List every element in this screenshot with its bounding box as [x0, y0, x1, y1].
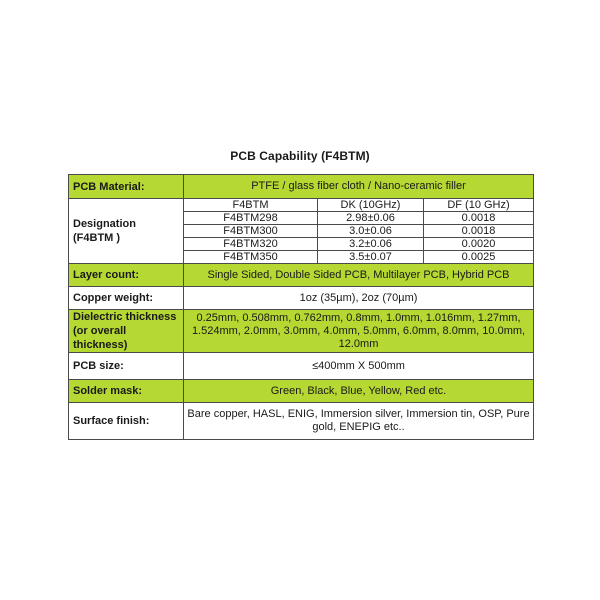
- row-label-pcb-size: PCB size:: [69, 353, 184, 380]
- row-label-layer-count: Layer count:: [69, 264, 184, 287]
- row-label-designation: [69, 199, 184, 264]
- table-row: [69, 353, 534, 380]
- row-value-copper-weight: 1oz (35µm), 2oz (70µm): [184, 287, 534, 310]
- table-row: [69, 199, 534, 212]
- row-value-pcb-material: PTFE / glass fiber cloth / Nano-ceramic filler: [184, 175, 534, 199]
- row-label-solder-mask: Solder mask:: [69, 380, 184, 403]
- row-value-solder-mask: Green, Black, Blue, Yellow, Red etc.: [184, 380, 534, 403]
- dielectric-label-line2: (or overall thickness): [73, 325, 128, 351]
- row-label-pcb-material: PCB Material:: [69, 175, 184, 199]
- pcb-capability-table: [68, 174, 534, 440]
- designation-header-series: F4BTM: [184, 199, 318, 212]
- table-row: [69, 175, 534, 199]
- page-title: PCB Capability (F4BTM): [230, 149, 370, 163]
- designation-cell: F4BTM298: [184, 212, 318, 225]
- designation-cell: F4BTM320: [184, 238, 318, 251]
- row-value-surface-finish: Bare copper, HASL, ENIG, Immersion silver, Immersion tin, OSP, Pure gold, ENEPIG etc..: [184, 403, 534, 440]
- designation-cell: 0.0020: [424, 238, 534, 251]
- designation-label-line1: Designation: [73, 218, 136, 230]
- designation-label-line2: (F4BTM ): [73, 232, 121, 244]
- row-value-dielectric: 0.25mm, 0.508mm, 0.762mm, 0.8mm, 1.0mm, 1.016mm, 1.27mm, 1.524mm, 2.0mm, 3.0mm, 4.0mm, 5.0mm, 6.0mm, 8.0mm, 10.0mm, 12.0mm: [184, 310, 534, 353]
- designation-cell: 3.0±0.06: [318, 225, 424, 238]
- designation-header-dk: DK (10GHz): [318, 199, 424, 212]
- table-row: [69, 310, 534, 353]
- table-row: [69, 287, 534, 310]
- designation-cell: 0.0018: [424, 212, 534, 225]
- row-value-pcb-size: ≤400mm X 500mm: [184, 353, 534, 380]
- table-row: [69, 403, 534, 440]
- designation-header-df: DF (10 GHz): [424, 199, 534, 212]
- row-label-surface-finish: Surface finish:: [69, 403, 184, 440]
- row-value-layer-count: Single Sided, Double Sided PCB, Multilayer PCB, Hybrid PCB: [184, 264, 534, 287]
- designation-cell: 2.98±0.06: [318, 212, 424, 225]
- dielectric-label-line1: Dielectric thickness: [73, 311, 177, 323]
- designation-cell: 0.0025: [424, 251, 534, 264]
- designation-cell: 0.0018: [424, 225, 534, 238]
- row-label-dielectric: [69, 310, 184, 353]
- designation-cell: 3.2±0.06: [318, 238, 424, 251]
- designation-cell: F4BTM350: [184, 251, 318, 264]
- designation-cell: 3.5±0.07: [318, 251, 424, 264]
- table-row: [69, 264, 534, 287]
- row-label-copper-weight: Copper weight:: [69, 287, 184, 310]
- table-row: [69, 380, 534, 403]
- designation-cell: F4BTM300: [184, 225, 318, 238]
